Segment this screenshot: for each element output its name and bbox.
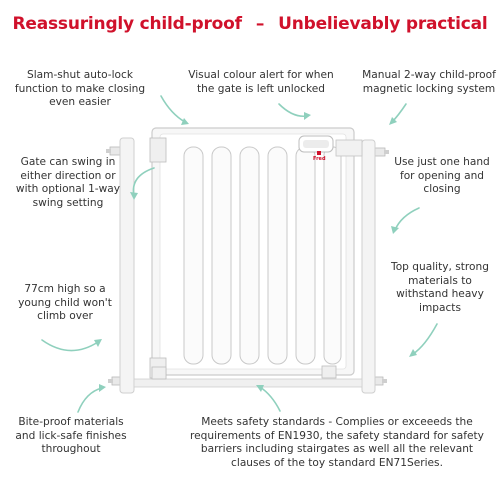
callout-colour-alert: Visual colour alert for when the gate is left unlocked — [188, 69, 334, 95]
callout-magnetic-lock: Manual 2-way child-proof magnetic locking system — [362, 69, 496, 95]
arrow-safety — [250, 377, 290, 417]
top-right-pressure-bolt — [375, 148, 389, 156]
callout-height: 77cm high so a young child won't climb over — [18, 283, 112, 322]
colour-alert-indicator — [317, 151, 321, 155]
bottom-threshold-bar — [134, 379, 362, 387]
headline-left: Reassuringly child-proof — [12, 14, 242, 34]
gate-slat — [184, 147, 203, 364]
gate-slat — [212, 147, 231, 364]
callout-bite-proof: Bite-proof materials and lick-safe finishes throughout — [15, 416, 127, 455]
callout-safety: Meets safety standards - Complies or exceeeds the requirements of EN1930, the safety standard for safety barriers including stairgates as well all the relevant clauses of the toy standard EN71Series. — [190, 416, 484, 469]
arrow-colour-alert — [275, 98, 315, 128]
headline-separator: – — [255, 14, 265, 34]
callout-swing: Gate can swing in either direction or with optional 1-way swing setting — [15, 156, 121, 209]
callout-auto-lock: Slam-shut auto-lock function to make closing even easier — [14, 69, 146, 108]
brand-tag: Fred — [313, 156, 326, 162]
gate-slat — [268, 147, 287, 364]
arrow-materials — [405, 320, 445, 364]
callout-materials: Top quality, strong materials to withstand heavy impacts — [391, 261, 489, 314]
arrow-one-hand — [385, 204, 425, 238]
right-frame-post — [362, 140, 375, 393]
bottom-left-latch — [152, 367, 166, 379]
gate-slat — [324, 147, 341, 364]
top-left-pressure-bolt — [106, 147, 120, 155]
bottom-right-latch — [322, 366, 336, 378]
gate-slat — [240, 147, 259, 364]
top-hinge — [150, 138, 166, 162]
headline-right: Unbelievably practical — [278, 14, 488, 34]
arrow-magnetic-lock — [384, 100, 414, 130]
arrow-bite-proof — [72, 380, 112, 420]
arrow-height — [36, 330, 106, 364]
arrow-swing — [120, 164, 160, 204]
callout-one-hand: Use just one hand for opening and closing — [394, 156, 490, 195]
gate-slat — [296, 147, 315, 364]
arrow-auto-lock — [155, 92, 195, 132]
